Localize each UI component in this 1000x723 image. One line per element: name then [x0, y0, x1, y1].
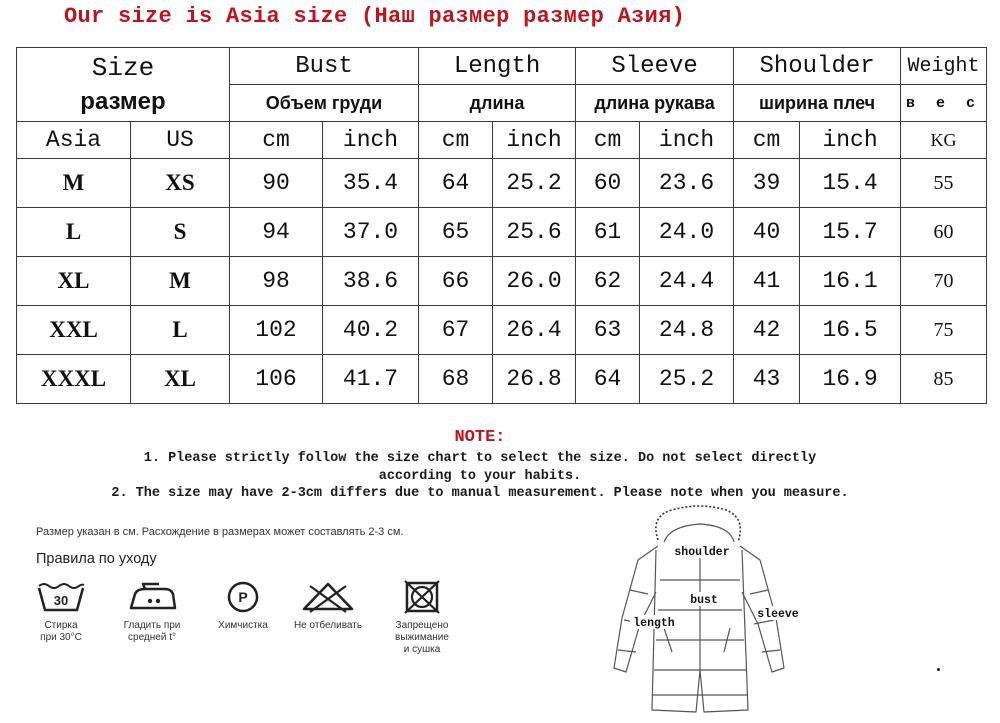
length-header-ru: длина [419, 85, 576, 122]
us-cell: S [131, 208, 230, 257]
bust-cm-cell: 98 [230, 257, 323, 306]
weight-header-ru: в е с [901, 85, 987, 122]
care-item-iron [115, 580, 189, 644]
length-inch-cell: 25.6 [493, 208, 576, 257]
diagram-label-shoulder: shoulder [674, 546, 730, 559]
dry-clean-icon [223, 580, 263, 614]
length-header: Length [419, 48, 576, 85]
size-header-ru: размер [80, 87, 166, 115]
diagram-label-length: length [633, 617, 675, 630]
shoulder-inch-cell: 16.5 [800, 306, 901, 355]
us-cell: M [131, 257, 230, 306]
length-cm-cell: 66 [419, 257, 493, 306]
weight-header: Weight [901, 48, 987, 85]
us-cell: XS [131, 159, 230, 208]
care-iron-line1: Гладить при [123, 620, 181, 631]
sleeve-inch-cell: 23.6 [640, 159, 734, 208]
unit-sleeve-cm: cm [576, 122, 640, 159]
weight-kg-cell: 75 [901, 306, 987, 355]
unit-us: US [131, 122, 230, 159]
table-row [17, 159, 987, 208]
wash-30-icon [36, 580, 86, 614]
bust-inch-cell: 35.4 [323, 159, 419, 208]
sleeve-header: Sleeve [576, 48, 734, 85]
care-item-wash [30, 580, 92, 644]
bust-inch-cell: 41.7 [323, 355, 419, 404]
unit-shoulder-cm: cm [734, 122, 800, 159]
note-line-1: 1. Please strictly follow the size chart to select the size. Do not select directly [143, 451, 817, 466]
unit-length-cm: cm [419, 122, 493, 159]
iron-icon [125, 580, 179, 614]
header-row-en [17, 48, 987, 85]
sleeve-cm-cell: 61 [576, 208, 640, 257]
stray-dot [937, 668, 940, 671]
bust-inch-cell: 40.2 [323, 306, 419, 355]
coat-measurement-diagram [600, 500, 800, 720]
care-no-wring-line2: выжимание [395, 632, 449, 643]
length-inch-cell: 25.2 [493, 159, 576, 208]
diagram-label-bust: bust [690, 594, 718, 607]
care-item-no-bleach [286, 580, 370, 632]
unit-bust-inch: inch [323, 122, 419, 159]
care-no-wring-line1: Запрещено [395, 620, 449, 631]
note-line-2: 2. The size may have 2-3cm differs due to manual measurement. Please note when you measure. [111, 486, 849, 501]
shoulder-inch-cell: 16.1 [800, 257, 901, 306]
no-wring-icon [402, 580, 442, 614]
sleeve-inch-cell: 24.4 [640, 257, 734, 306]
sleeve-cm-cell: 63 [576, 306, 640, 355]
wash-temp-label: 30 [53, 593, 69, 608]
unit-bust-cm: cm [230, 122, 323, 159]
table-row [17, 257, 987, 306]
note-title: NOTE: [454, 428, 506, 447]
shoulder-cm-cell: 40 [734, 208, 800, 257]
diagram-label-sleeve: sleeve [757, 608, 799, 621]
unit-length-inch: inch [493, 122, 576, 159]
care-no-wring-line3: и сушка [403, 644, 441, 655]
size-header-en: Size [91, 52, 155, 83]
weight-kg-cell: 55 [901, 159, 987, 208]
units-row [17, 122, 987, 159]
weight-kg-cell: 60 [901, 208, 987, 257]
unit-weight-kg: KG [901, 122, 987, 159]
note-line-1-continued: according to your habits. [378, 468, 582, 484]
care-wash-line2: при 30°C [40, 632, 82, 643]
length-inch-cell: 26.0 [493, 257, 576, 306]
asia-cell: XXL [17, 306, 131, 355]
table-row [17, 208, 987, 257]
bust-header-ru: Объем груди [230, 85, 419, 122]
table-row [17, 306, 987, 355]
asia-cell: L [17, 208, 131, 257]
shoulder-cm-cell: 42 [734, 306, 800, 355]
sleeve-header-ru: длина рукава [576, 85, 734, 122]
bust-inch-cell: 38.6 [323, 257, 419, 306]
length-inch-cell: 26.8 [493, 355, 576, 404]
asia-cell: XL [17, 257, 131, 306]
shoulder-inch-cell: 15.7 [800, 208, 901, 257]
care-item-no-wring [380, 580, 464, 656]
length-cm-cell: 67 [419, 306, 493, 355]
care-dry-clean-line1: Химчистка [218, 620, 268, 631]
length-cm-cell: 68 [419, 355, 493, 404]
us-cell: L [131, 306, 230, 355]
weight-kg-cell: 70 [901, 257, 987, 306]
no-bleach-icon [300, 580, 356, 614]
shoulder-inch-cell: 15.4 [800, 159, 901, 208]
unit-asia: Asia [17, 122, 131, 159]
sleeve-cm-cell: 60 [576, 159, 640, 208]
bust-cm-cell: 94 [230, 208, 323, 257]
sleeve-inch-cell: 25.2 [640, 355, 734, 404]
dry-clean-letter: P [238, 589, 248, 605]
shoulder-inch-cell: 16.9 [800, 355, 901, 404]
shoulder-header: Shoulder [734, 48, 901, 85]
asia-cell: XXXL [17, 355, 131, 404]
us-cell: XL [131, 355, 230, 404]
care-title: Правила по уходу [36, 551, 157, 567]
shoulder-cm-cell: 39 [734, 159, 800, 208]
note-block [0, 428, 960, 503]
sleeve-cm-cell: 62 [576, 257, 640, 306]
bust-cm-cell: 102 [230, 306, 323, 355]
length-cm-cell: 64 [419, 159, 493, 208]
unit-sleeve-inch: inch [640, 122, 734, 159]
care-wash-line1: Стирка [44, 620, 78, 631]
length-inch-cell: 26.4 [493, 306, 576, 355]
shoulder-cm-cell: 43 [734, 355, 800, 404]
size-chart-table [16, 47, 987, 404]
shoulder-header-ru: ширина плеч [734, 85, 901, 122]
bust-cm-cell: 106 [230, 355, 323, 404]
size-header-cell [17, 48, 230, 122]
length-cm-cell: 65 [419, 208, 493, 257]
sleeve-cm-cell: 64 [576, 355, 640, 404]
care-iron-line2: средней t° [128, 632, 176, 643]
weight-kg-cell: 85 [901, 355, 987, 404]
page-title: Our size is Asia size (Наш размер размер Азия) [64, 4, 686, 29]
sleeve-inch-cell: 24.8 [640, 306, 734, 355]
russian-size-note: Размер указан в см. Расхождение в размерах может составлять 2-3 см. [36, 526, 404, 538]
care-item-dry-clean [206, 580, 280, 632]
table-row [17, 355, 987, 404]
sleeve-inch-cell: 24.0 [640, 208, 734, 257]
bust-header: Bust [230, 48, 419, 85]
unit-shoulder-inch: inch [800, 122, 901, 159]
shoulder-cm-cell: 41 [734, 257, 800, 306]
asia-cell: M [17, 159, 131, 208]
care-no-bleach-line1: Не отбеливать [293, 620, 363, 631]
bust-cm-cell: 90 [230, 159, 323, 208]
bust-inch-cell: 37.0 [323, 208, 419, 257]
